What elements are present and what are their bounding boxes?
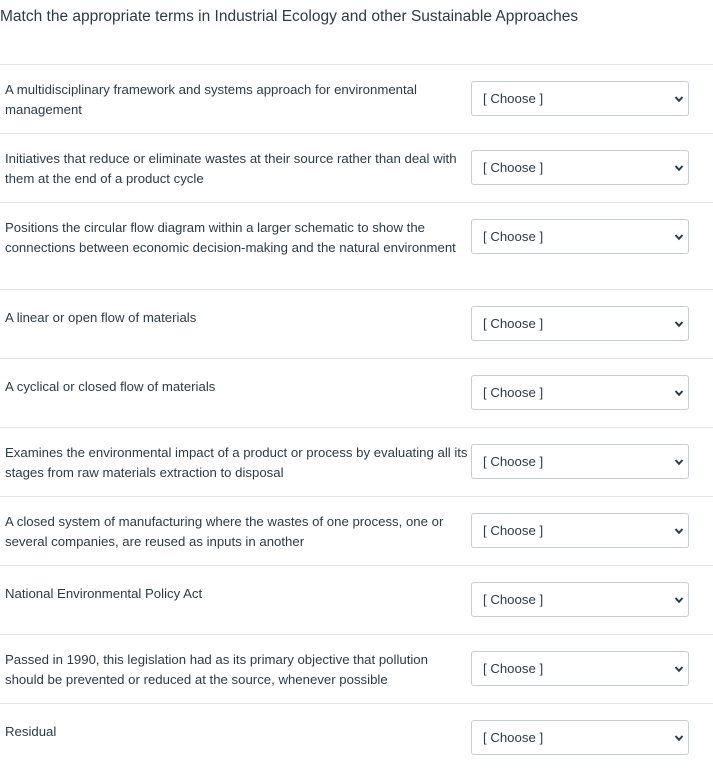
- match-prompt: A linear or open flow of materials: [5, 310, 197, 325]
- answer-select-8[interactable]: [471, 582, 689, 617]
- select-value: [ Choose ]: [483, 454, 544, 469]
- match-row-2: [0, 134, 713, 203]
- match-prompt: A cyclical or closed flow of materials: [5, 379, 216, 394]
- match-prompt: Positions the circular flow diagram within a larger schematic to show the connections between economic decision-making and the natural environment: [5, 220, 456, 255]
- chevron-down-icon: [674, 232, 684, 242]
- answer-select-4[interactable]: [471, 306, 689, 341]
- chevron-down-icon: [674, 457, 684, 467]
- select-value: [ Choose ]: [483, 385, 544, 400]
- select-value: [ Choose ]: [483, 229, 544, 244]
- match-prompt: Residual: [5, 724, 57, 739]
- select-value: [ Choose ]: [483, 91, 544, 106]
- match-prompt: A closed system of manufacturing where the wastes of one process, one or several companies, are reused as inputs in another: [5, 514, 444, 549]
- match-row-9: [0, 635, 713, 704]
- select-value: [ Choose ]: [483, 592, 544, 607]
- chevron-down-icon: [674, 94, 684, 104]
- chevron-down-icon: [674, 388, 684, 398]
- match-row-4: [0, 290, 713, 359]
- chevron-down-icon: [674, 733, 684, 743]
- chevron-down-icon: [674, 664, 684, 674]
- chevron-down-icon: [674, 595, 684, 605]
- match-prompt: A multidisciplinary framework and systems approach for environmental management: [5, 82, 417, 117]
- match-prompt: Passed in 1990, this legislation had as its primary objective that pollution should be prevented or reduced at the source, whenever possible: [5, 652, 428, 687]
- match-row-10: [0, 704, 713, 772]
- match-list: [0, 64, 713, 772]
- match-prompt: National Environmental Policy Act: [5, 586, 203, 601]
- match-prompt: Examines the environmental impact of a product or process by evaluating all its stages from raw materials extraction to disposal: [5, 445, 468, 480]
- match-row-5: [0, 359, 713, 428]
- answer-select-9[interactable]: [471, 651, 689, 686]
- chevron-down-icon: [674, 526, 684, 536]
- answer-select-1[interactable]: [471, 81, 689, 116]
- select-value: [ Choose ]: [483, 316, 544, 331]
- select-value: [ Choose ]: [483, 523, 544, 538]
- match-row-6: [0, 428, 713, 497]
- answer-select-6[interactable]: [471, 444, 689, 479]
- answer-select-5[interactable]: [471, 375, 689, 410]
- select-value: [ Choose ]: [483, 160, 544, 175]
- question-title: Match the appropriate terms in Industrial Ecology and other Sustainable Approaches: [0, 8, 579, 25]
- match-row-7: [0, 497, 713, 566]
- answer-select-3[interactable]: [471, 219, 689, 254]
- chevron-down-icon: [674, 319, 684, 329]
- answer-select-10[interactable]: [471, 720, 689, 755]
- select-value: [ Choose ]: [483, 730, 544, 745]
- chevron-down-icon: [674, 163, 684, 173]
- answer-select-7[interactable]: [471, 513, 689, 548]
- select-value: [ Choose ]: [483, 661, 544, 676]
- match-row-8: [0, 566, 713, 635]
- match-prompt: Initiatives that reduce or eliminate wastes at their source rather than deal with them at the end of a product cycle: [5, 151, 457, 186]
- match-row-3: [0, 203, 713, 290]
- answer-select-2[interactable]: [471, 150, 689, 185]
- match-row-1: [0, 65, 713, 134]
